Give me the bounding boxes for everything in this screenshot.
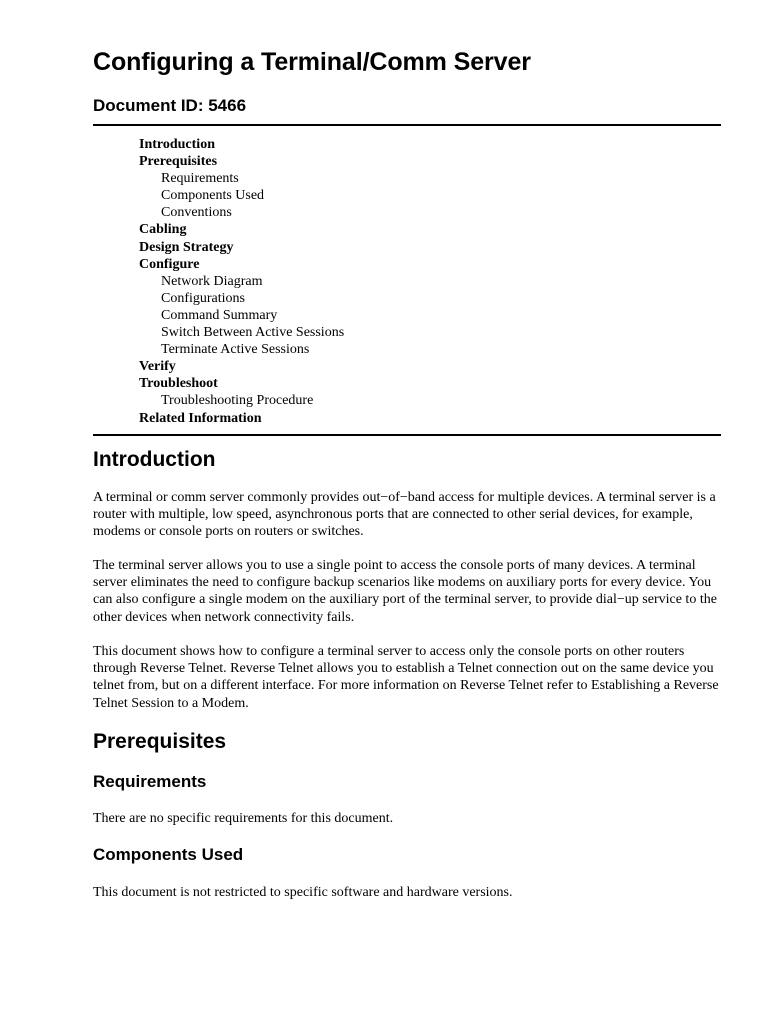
toc-item[interactable]	[139, 375, 344, 392]
subsection-heading-components-used: Components Used	[93, 845, 244, 864]
toc-link[interactable]: Switch Between Active Sessions	[161, 325, 345, 341]
divider-bottom	[93, 434, 721, 436]
toc-link[interactable]: Design Strategy	[139, 239, 234, 255]
toc-link[interactable]: Troubleshooting Procedure	[161, 393, 314, 409]
toc-item[interactable]	[139, 239, 344, 256]
paragraph: A terminal or comm server commonly provides out−of−band access for multiple devices. A terminal server is a router with multiple, low speed, asynchronous ports that are connected to other serial devices, for example, modems or console ports on routers or switches.	[93, 490, 716, 540]
toc-item[interactable]	[139, 341, 344, 358]
divider-top	[93, 124, 721, 126]
toc-link[interactable]: Troubleshoot	[139, 376, 218, 392]
toc-item[interactable]	[139, 170, 344, 187]
toc-item[interactable]	[139, 273, 344, 290]
toc-link[interactable]: Configure	[139, 256, 200, 272]
toc-item[interactable]	[139, 358, 344, 375]
paragraph: This document is not restricted to specific software and hardware versions.	[93, 885, 513, 900]
document-id: Document ID: 5466	[93, 96, 247, 115]
toc-link[interactable]: Verify	[139, 359, 176, 375]
toc-item[interactable]	[139, 256, 344, 273]
toc-link[interactable]: Terminate Active Sessions	[161, 342, 310, 358]
section-heading-prerequisites: Prerequisites	[93, 730, 227, 753]
toc-item[interactable]	[139, 307, 344, 324]
toc-item[interactable]	[139, 290, 344, 307]
paragraph: This document shows how to configure a terminal server to access only the console ports on other routers through Reverse Telnet. Reverse Telnet allows you to establish a Telnet connection out on the same device you telnet from, but on a different interface. For more information on Reverse Telnet refer to Establishing a Reverse Telnet Session to a Modem.	[93, 644, 719, 711]
toc-item[interactable]	[139, 153, 344, 170]
toc-link[interactable]: Related Information	[139, 410, 262, 426]
toc-item[interactable]	[139, 187, 344, 204]
toc-link[interactable]: Cabling	[139, 222, 187, 238]
toc-link[interactable]: Command Summary	[161, 307, 278, 323]
toc-item[interactable]	[139, 136, 344, 153]
toc-link[interactable]: Prerequisites	[139, 154, 218, 170]
toc-item[interactable]	[139, 324, 344, 341]
toc-item[interactable]	[139, 221, 344, 238]
paragraph: There are no specific requirements for this document.	[93, 811, 394, 826]
toc-item[interactable]	[139, 204, 344, 221]
toc-item[interactable]	[139, 410, 344, 427]
subsection-heading-requirements: Requirements	[93, 772, 207, 791]
toc-link[interactable]: Network Diagram	[161, 273, 263, 289]
toc-link[interactable]: Requirements	[161, 171, 239, 187]
table-of-contents	[139, 136, 344, 427]
toc-link[interactable]: Configurations	[161, 290, 245, 306]
toc-link[interactable]: Conventions	[161, 205, 232, 221]
toc-link[interactable]: Components Used	[161, 188, 265, 204]
toc-link[interactable]: Introduction	[139, 137, 215, 152]
toc-item[interactable]	[139, 392, 344, 409]
paragraph: The terminal server allows you to use a single point to access the console ports of many devices. A terminal server eliminates the need to configure backup scenarios like modems on auxiliary ports for every device. You can also configure a single modem on the auxiliary port of the terminal server, to provide dial−up service to the other devices when network connectivity fails.	[93, 558, 717, 625]
page-title: Configuring a Terminal/Comm Server	[93, 48, 531, 76]
section-heading-introduction: Introduction	[93, 448, 216, 471]
